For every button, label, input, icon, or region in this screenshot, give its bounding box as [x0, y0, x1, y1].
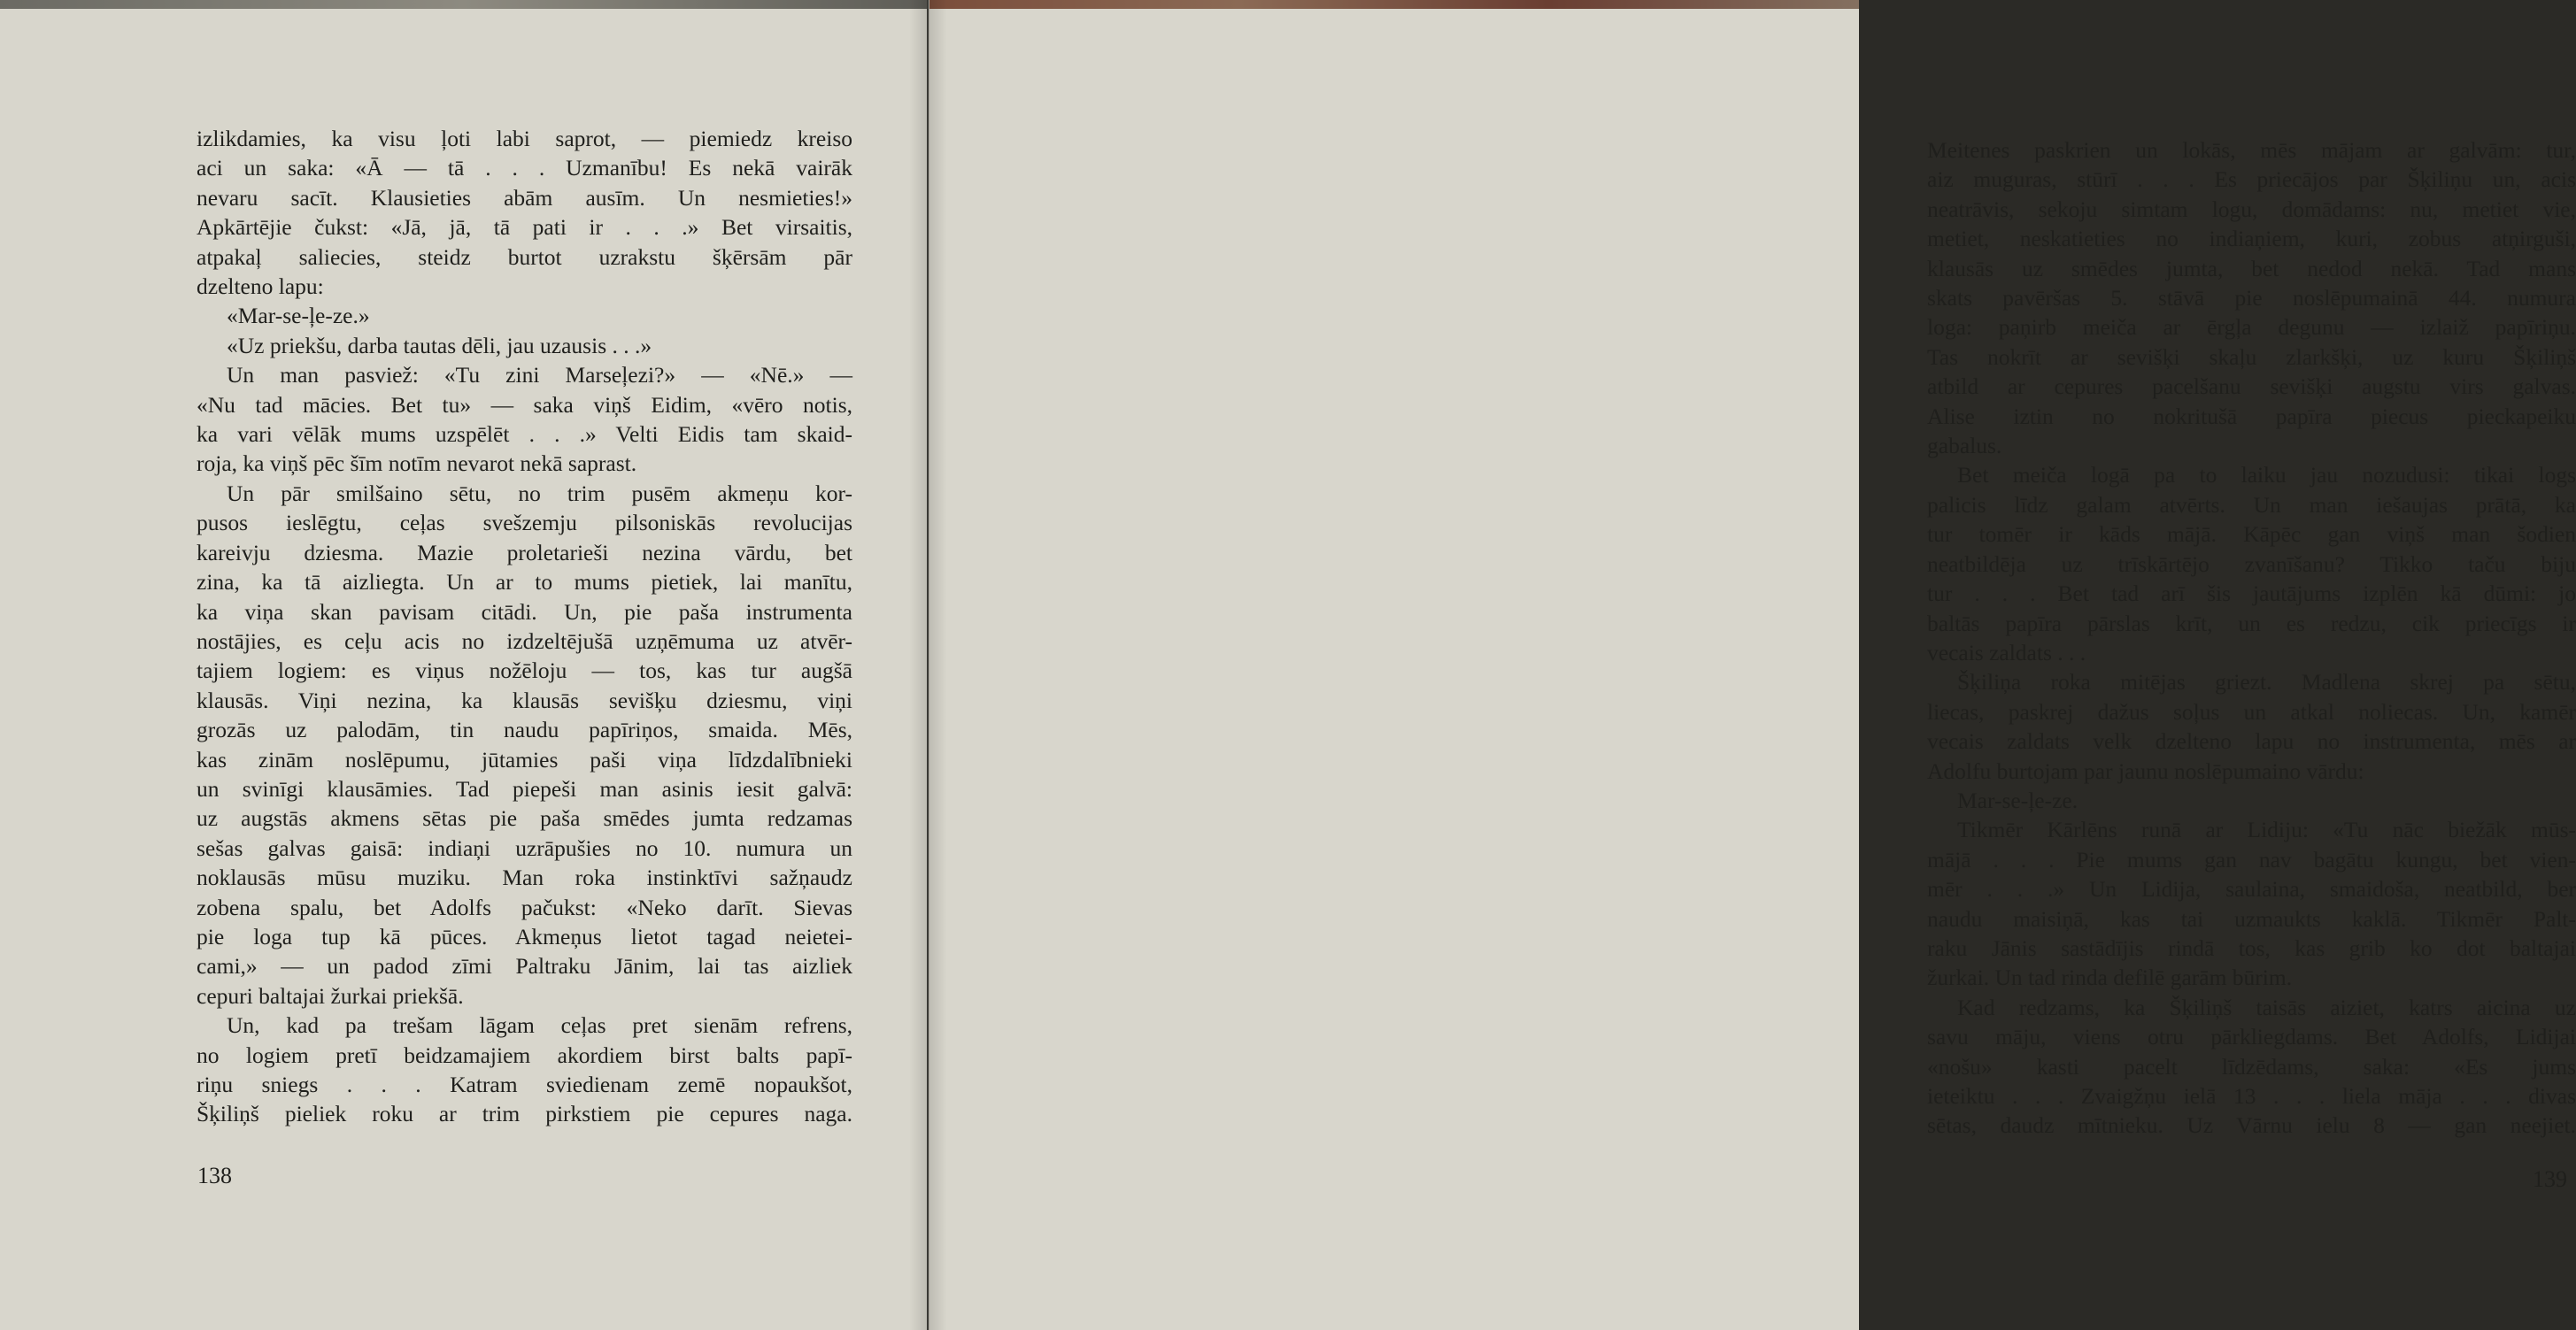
text-line: izlikdamies, ka visu ļoti labi saprot, — piemiedz kreiso	[197, 126, 852, 151]
text-line: Šķiliņa roka mitējas griezt. Madlena skrej pa sētu,	[1957, 669, 2576, 696]
text-line: ieteiktu . . . Zvaigžņu ielā 13 . . . liela māja . . . divas	[1927, 1083, 2576, 1109]
text-line: žurkai. Un tad rinda defilē garām būrim.	[1927, 965, 2293, 991]
text-line: «Mar-se-ļe-ze.»	[227, 303, 370, 329]
text-line: pie loga tup kā pūces. Akmeņus lietot tagad neietei-	[197, 923, 852, 949]
right-page	[929, 0, 2576, 1330]
text-line: cami,» — un padod zīmi Paltraku Jānim, lai tas aizliek	[197, 953, 852, 980]
text-line: un svinīgi klausāmies. Tad piepeši man asinis iesit galvā:	[197, 775, 852, 802]
text-line: palicis līdz galam atvērts. Un man iešaujas prātā, ka	[1927, 491, 2576, 518]
top-edge	[0, 0, 927, 9]
text-line: Apkārtējie čukst: «Jā, jā, tā pati ir . . .» Bet virsaitis,	[197, 214, 852, 241]
text-line: uz augstās akmens sētas pie paša smēdes jumta redzamas	[197, 805, 852, 832]
text-line: sešas galvas gaisā: indiaņi uzrāpušies no 10. numura un	[197, 834, 852, 861]
text-line: Tikmēr Kārlēns runā ar Lidiju: «Tu nāc biežāk mūs-	[1957, 817, 2576, 843]
page-number-left: 138	[197, 1163, 232, 1188]
page-number-right: 139	[2533, 1166, 2567, 1192]
text-line: liecas, paskrej dažus soļus un atkal noliecas. Un, kamēr	[1927, 698, 2576, 725]
text-line: cepuri baltajai žurkai priekšā.	[197, 982, 464, 1009]
text-line: raku Jānis sastādījis rindā tos, kas grib ko dot baltajai	[1927, 934, 2576, 961]
text-line: metiet, neskatieties no indiaņiem, kuri, zobus atņirguši,	[1927, 226, 2576, 252]
right-page-text	[1927, 135, 2576, 1141]
spine-shadow	[929, 0, 947, 1330]
text-line: savu māju, viens otru pārkliegdams. Bet Adolfs, Lidijai	[1927, 1024, 2576, 1050]
text-line: «Uz priekšu, darba tautas dēli, jau uzausis . . .»	[227, 332, 652, 358]
text-line: nevaru sacīt. Klausieties abām ausīm. Un nesmieties!»	[197, 184, 852, 211]
text-line: atbild ar cepures pacelšanu sevišķi augstu virs galvas.	[1927, 373, 2576, 400]
text-line: Kad redzams, ka Šķiliņš taisās aiziet, katrs aicina uz	[1957, 994, 2576, 1020]
text-line: Bet meiča logā pa to laiku jau nozudusi: tikai logs	[1957, 462, 2576, 488]
text-line: tur . . . Bet tad arī šis jautājums izplēn kā dūmi: jo	[1927, 580, 2576, 607]
top-edge	[929, 0, 1859, 9]
text-line: tur tomēr ir kāds mājā. Kāpēc gan viņš man šodien	[1927, 521, 2576, 548]
text-line: pusos ieslēgtu, ceļas svešzemju pilsoniskās revolucijas	[197, 510, 852, 536]
text-line: klausās. Viņi nezina, ka klausās sevišķu dziesmu, viņi	[197, 687, 852, 713]
text-line: Un man pasviež: «Tu zini Marseļezi?» — «Nē.» —	[227, 362, 852, 388]
text-line: Adolfu burtojam par jaunu noslēpumaino vārdu:	[1927, 757, 2364, 784]
text-line: gabalus.	[1927, 433, 2002, 459]
text-line: Un, kad pa trešam lāgam ceļas pret sienām refrens,	[227, 1012, 852, 1039]
text-line: ka vari vēlāk mums uzspēlēt . . .» Velti Eidis tam skaid-	[197, 421, 852, 448]
text-line: atpakaļ saliecies, steidz burtot uzrakstu šķērsām pār	[197, 243, 852, 270]
text-line: Šķiliņš pieliek roku ar trim pirkstiem pie cepures naga.	[197, 1101, 852, 1127]
text-line: noklausās mūsu muziku. Man roka instinktīvi sažņaudz	[197, 865, 852, 891]
text-line: baltās papīra pārslas krīt, un es redzu, cik priecīgs ir	[1927, 610, 2576, 636]
text-line: grozās uz palodām, tin naudu papīriņos, smaida. Mēs,	[197, 717, 852, 743]
text-line: kas zinām noslēpumu, jūtamies paši viņa līdzdalībnieki	[197, 746, 852, 773]
text-line: vecais zaldats velk dzelteno lapu no instrumenta, mēs ar	[1927, 728, 2576, 755]
text-line: nostājies, es ceļu acis no izdzeltējušā uzņēmuma uz atvēr-	[197, 627, 852, 654]
text-line: neatbildēja uz trīskārtējo zvanīšanu? Tikko taču biju	[1927, 550, 2576, 577]
left-page	[0, 0, 929, 1330]
text-line: naudu maisiņā, kas tai uzmaukts kaklā. Tikmēr Palt-	[1927, 905, 2576, 932]
text-line: neatrāvis, sekoju simtam logu, domādams: nu, metiet vie,	[1927, 196, 2576, 222]
text-line: skats pavēršas 5. stāvā pie noslēpumainā 44. numura	[1927, 285, 2576, 311]
text-line: zobena spalu, bet Adolfs pačukst: «Neko darīt. Sievas	[197, 894, 852, 920]
left-page-text	[197, 124, 852, 1129]
text-line: roja, ka viņš pēc šīm notīm nevarot nekā saprast.	[197, 450, 637, 477]
text-line: mājā . . . Pie mums gan nav bagātu kungu, bet vien-	[1927, 846, 2576, 873]
text-line: aiz muguras, stūrī . . . Es priecājos par Šķiliņu un, acis	[1927, 166, 2576, 193]
text-line: klausās uz smēdes jumta, bet nedod nekā. Tad mans	[1927, 255, 2576, 281]
text-line: kareivju dziesma. Mazie proletarieši nezina vārdu, bet	[197, 539, 852, 565]
text-line: «nošu» kasti pacelt līdzēdams, saka: «Es jums	[1927, 1053, 2576, 1080]
text-line: sētas, daudz mītnieku. Uz Vārnu ielu 8 — gan neejiet.	[1927, 1112, 2576, 1139]
text-line: loga: paņirb meiča ar ērgļa degunu — izlaiž papīriņu.	[1927, 314, 2576, 341]
text-line: Tas nokrīt ar sevišķi skaļu zlarkšķi, uz kuru Šķiliņš	[1927, 343, 2576, 370]
text-line: Mar-se-ļe-ze.	[1957, 787, 2079, 813]
text-line: «Nu tad mācies. Bet tu» — saka viņš Eidim, «vēro notis,	[197, 391, 852, 418]
text-line: tajiem logiem: es viņus nožēloju — tos, kas tur augšā	[197, 657, 852, 684]
text-line: zina, ka tā aizliegta. Un ar to mums pietiek, lai manītu,	[197, 569, 852, 596]
text-line: aci un saka: «Ā — tā . . . Uzmanību! Es nekā vairāk	[197, 155, 852, 181]
text-line: vecais zaldats . . .	[1927, 639, 2086, 665]
text-line: Meitenes paskrien un lokās, mēs mājam ar galvām: tur,	[1927, 137, 2576, 163]
text-line: no logiem pretī beidzamajiem akordiem birst balts papī-	[197, 1042, 852, 1068]
text-line: riņu sniegs . . . Katram sviedienam zemē nopaukšot,	[197, 1072, 852, 1097]
text-line: mēr . . .» Un Lidija, saulaina, smaidoša, neatbild, ber	[1927, 876, 2576, 903]
text-line: ka viņa skan pavisam citādi. Un, pie paša instrumenta	[197, 598, 852, 625]
text-line: dzelteno lapu:	[197, 273, 324, 300]
text-line: Un pār smilšaino sētu, no trim pusēm akmeņu kor-	[227, 480, 852, 506]
spine-shadow	[909, 0, 927, 1330]
text-line: Alise iztin no nokritušā papīra piecus pieckapeiku	[1927, 403, 2576, 429]
